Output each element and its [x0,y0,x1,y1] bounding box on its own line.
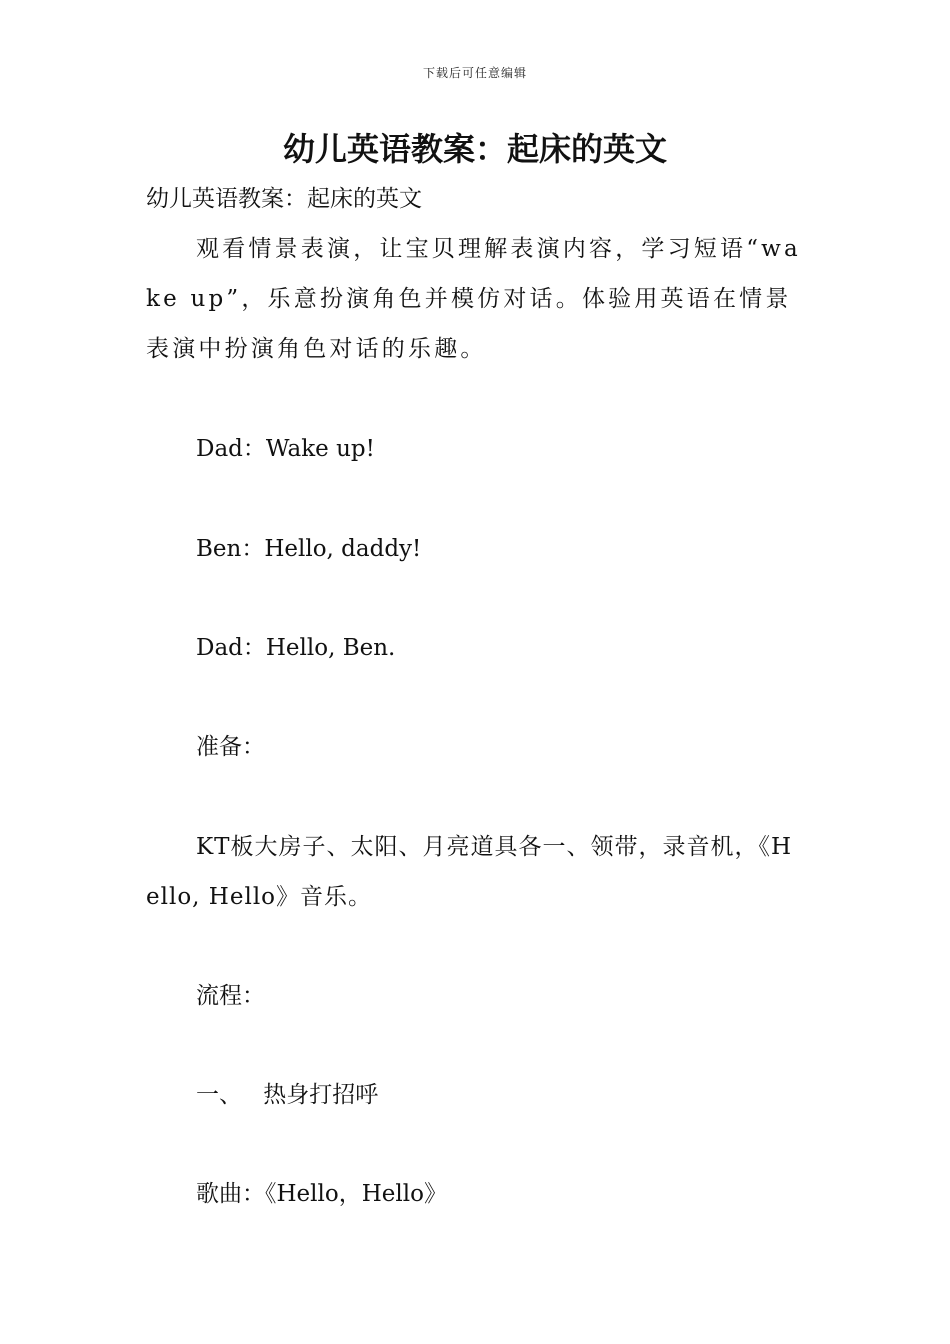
step-one: 一、 热身打招呼 [196,1082,379,1108]
prep-paragraph: KT板大房子、太阳、月亮道具各一、领带，录音机，《Hello, Hello》音乐。 [146,834,793,910]
dialogue-line-2: Ben：Hello, daddy! [196,536,422,562]
prep-heading: 准备： [196,734,265,760]
document-title: 幼儿英语教案：起床的英文 [282,130,667,168]
intro-paragraph: 观看情景表演，让宝贝理解表演内容，学习短语“wake up”，乐意扮演角色并模仿对话。体验用英语在情景表演中扮演角色对话的乐趣。 [146,236,801,362]
document-subtitle: 幼儿英语教案：起床的英文 [146,186,422,212]
dialogue-line-3: Dad：Hello, Ben. [196,635,396,661]
song-line: 歌曲：《Hello，Hello》 [196,1181,447,1207]
dialogue-line-1: Dad：Wake up! [196,436,375,462]
flow-heading: 流程： [196,983,265,1009]
header-note: 下载后可任意编辑 [422,66,527,80]
